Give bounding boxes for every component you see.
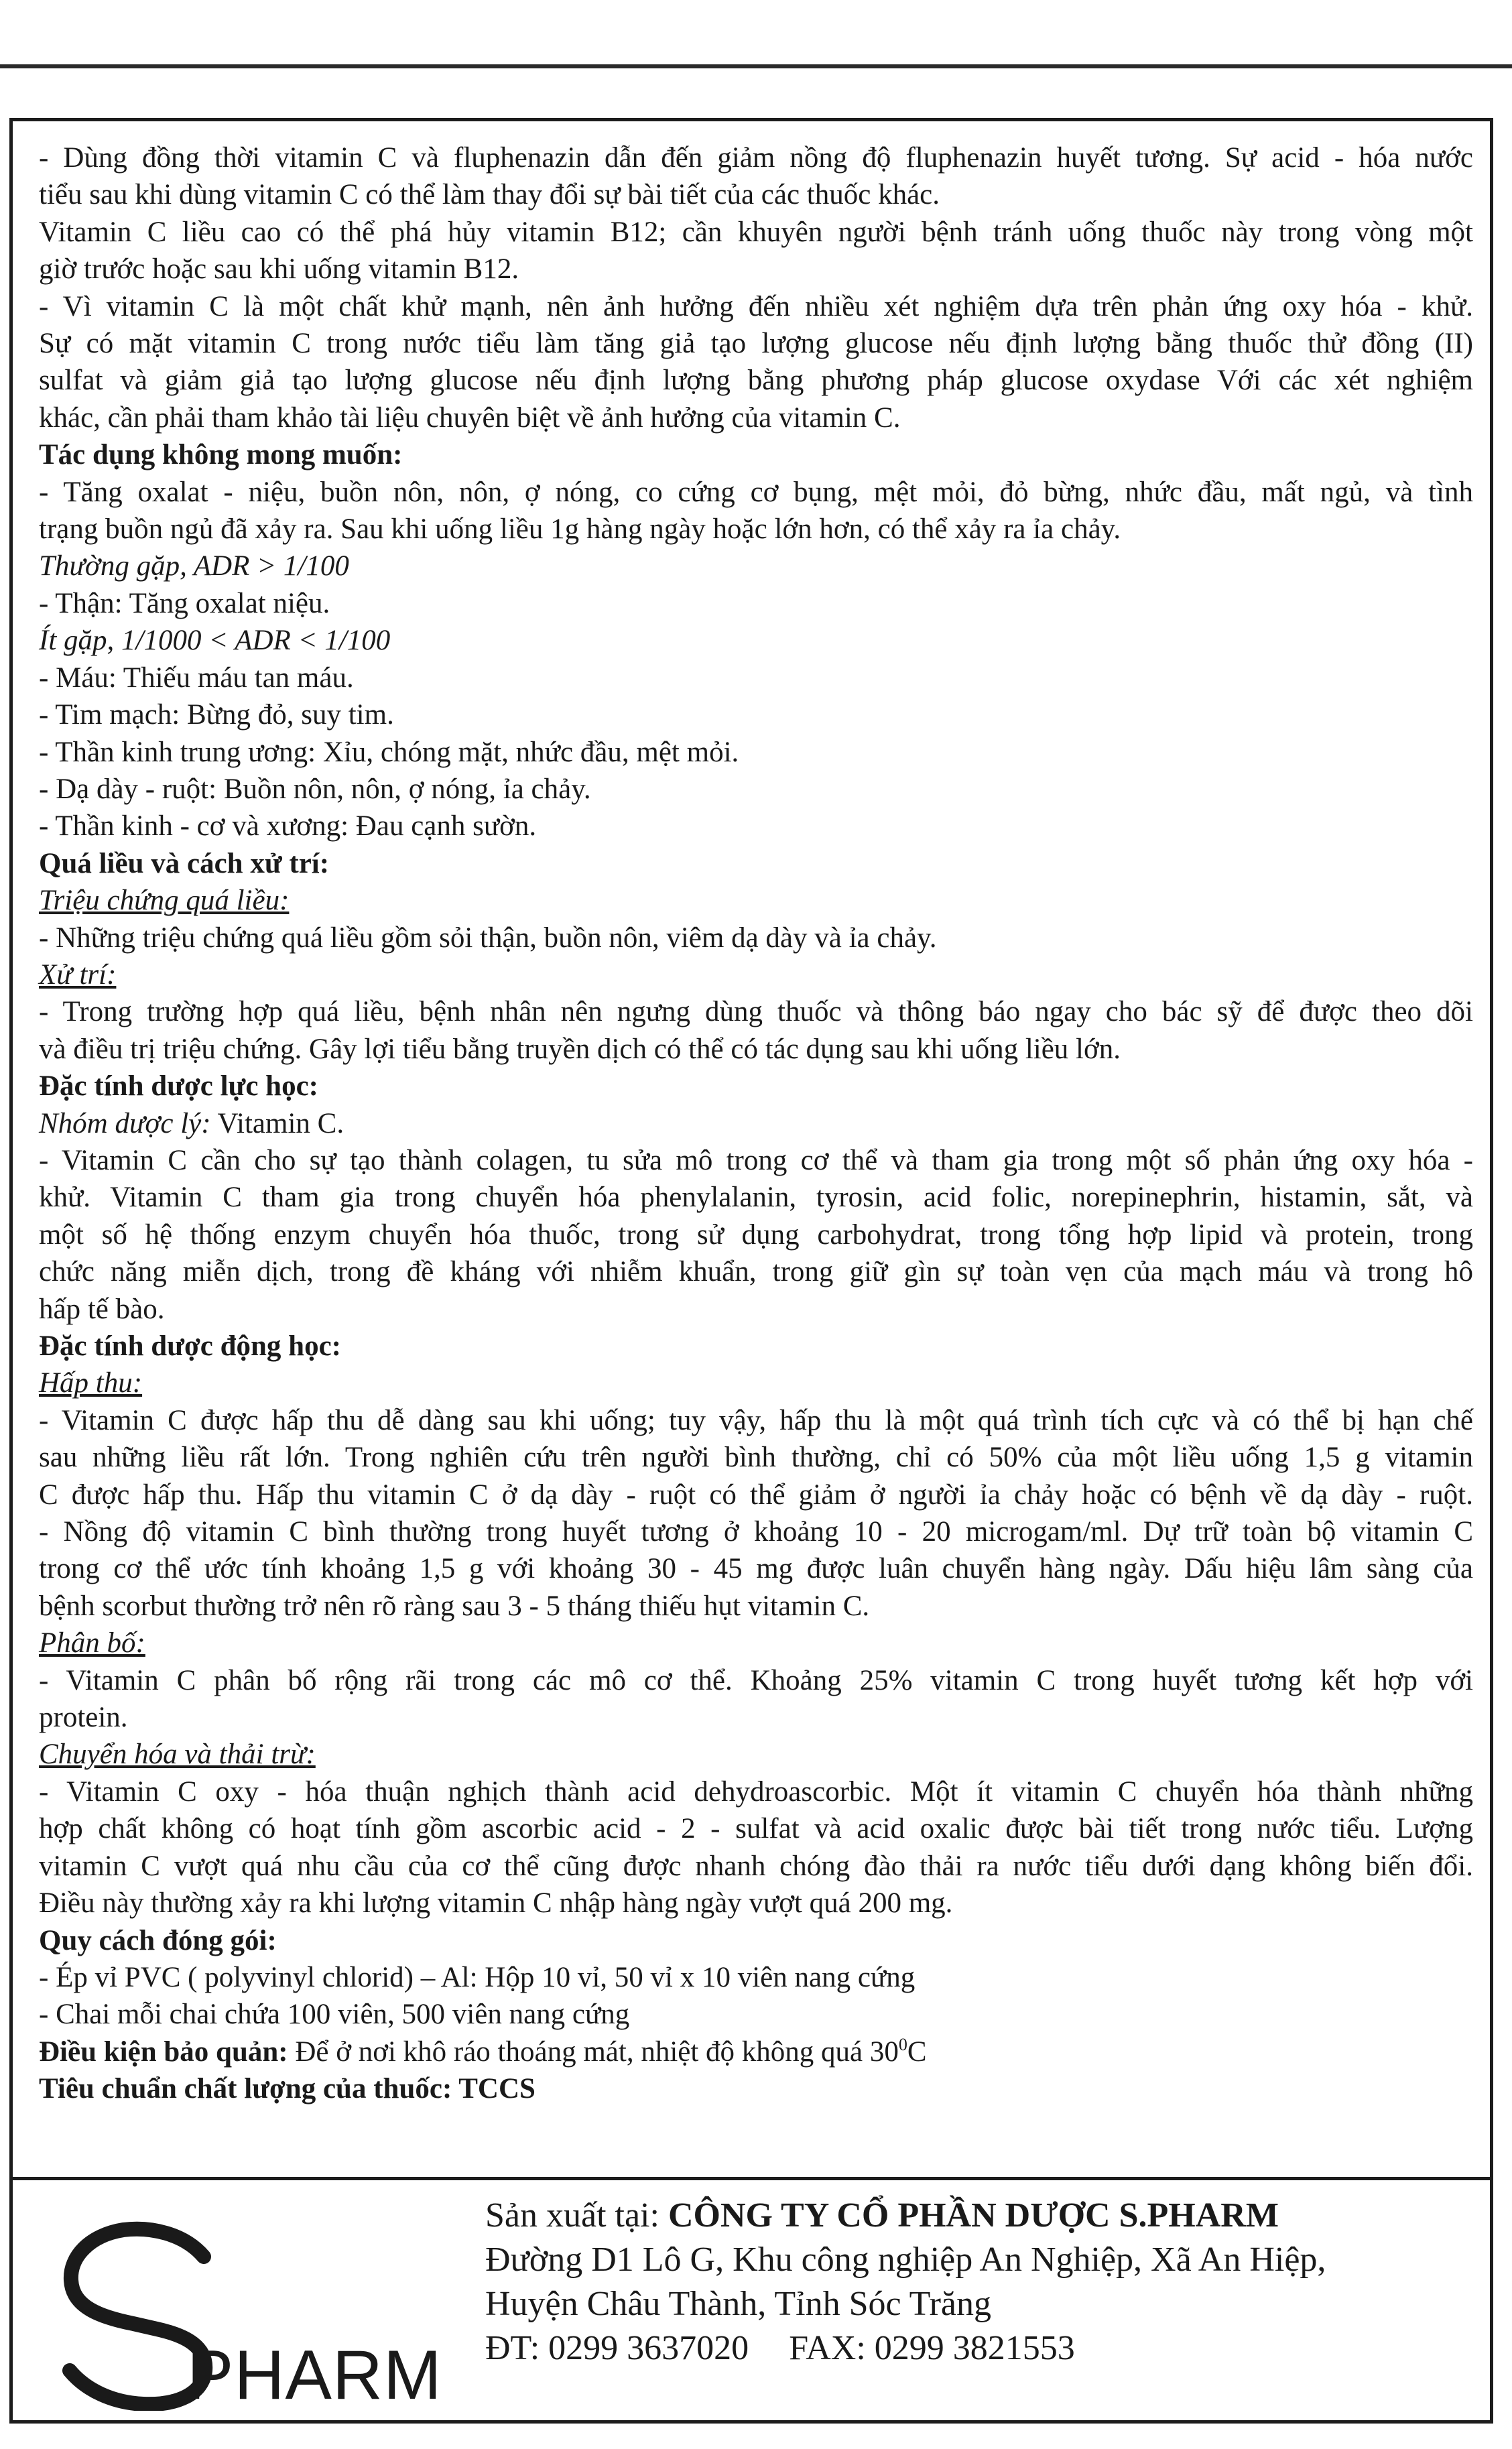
leaflet-body-text bbox=[39, 139, 1473, 2108]
body-line: Điều này thường xảy ra khi lượng vitamin C nhập hàng ngày vượt quá 200 mg. bbox=[39, 1887, 953, 1920]
body-line: - Những triệu chứng quá liều gồm sỏi thận, buồn nôn, viêm dạ dày và ỉa chảy. bbox=[39, 922, 937, 954]
body-line: - Thận: Tăng oxalat niệu. bbox=[39, 587, 330, 619]
body-line: Triệu chứng quá liều: bbox=[39, 885, 290, 917]
body-line: Phân bố: bbox=[39, 1627, 145, 1659]
body-line: sau những liều rất lớn. Trong nghiên cứu trên người bình thường, chỉ có 50% của một liều uống 1,5 g vitamin bbox=[39, 1442, 1473, 1474]
body-line: Đặc tính dược lực học: bbox=[39, 1070, 319, 1103]
body-line: Hấp thu: bbox=[39, 1367, 143, 1399]
degree-superscript: 0 bbox=[898, 2034, 907, 2054]
body-line: - Vitamin C cần cho sự tạo thành colagen, tu sửa mô trong cơ thể và tham gia trong một số phản ứng oxy hóa - bbox=[39, 1144, 1473, 1176]
body-line: - Vitamin C oxy - hóa thuận nghịch thành acid dehydroascorbic. Một ít vitamin C chuyển hóa thành những bbox=[39, 1775, 1473, 1808]
body-line: trạng buồn ngủ đã xảy ra. Sau khi uống liều 1g hàng ngày hoặc lớn hơn, có thể xảy ra ỉa chảy. bbox=[39, 513, 1121, 546]
line-bold-label: Điều kiện bảo quản: bbox=[39, 2035, 288, 2068]
body-line: Tác dụng không mong muốn: bbox=[39, 439, 403, 471]
body-line: - Vì vitamin C là một chất khử mạnh, nên ảnh hưởng đến nhiều xét nghiệm dựa trên phản ứng oxy hóa - khử. bbox=[39, 290, 1473, 322]
body-line: khác, cần phải tham khảo tài liệu chuyên biệt về ảnh hưởng của vitamin C. bbox=[39, 401, 901, 434]
body-line: tiểu sau khi dùng vitamin C có thể làm thay đổi sự bài tiết của các thuốc khác. bbox=[39, 179, 940, 211]
body-line: và điều trị triệu chứng. Gây lợi tiểu bằng truyền dịch có thể có tác dụng sau khi uống liều lớn. bbox=[39, 1033, 1121, 1065]
manufacturer-line bbox=[485, 2194, 1326, 2238]
body-line: - Tim mạch: Bừng đỏ, suy tim. bbox=[39, 699, 394, 731]
manufacturer-label: Sản xuất tại: bbox=[485, 2196, 668, 2235]
body-line: - Chai mỗi chai chứa 100 viên, 500 viên nang cứng bbox=[39, 1999, 630, 2031]
body-line: - Dùng đồng thời vitamin C và fluphenazin dẫn đến giảm nồng độ fluphenazin huyết tương. Sự acid - hóa nước bbox=[39, 142, 1473, 174]
body-line: Xử trí: bbox=[39, 958, 117, 991]
spharm-logo-wordmark: PHARM bbox=[187, 2336, 442, 2411]
body-line: Quy cách đóng gói: bbox=[39, 1924, 277, 1956]
phone-number: ĐT: 0299 3637020 bbox=[485, 2329, 749, 2367]
body-line: chức năng miễn dịch, trong đề kháng với nhiễm khuẩn, trong giữ gìn sự toàn vẹn của mạch máu và trong hô bbox=[39, 1256, 1473, 1288]
body-line: Tiêu chuẩn chất lượng của thuốc: TCCS bbox=[39, 2073, 536, 2105]
body-line: - Vitamin C được hấp thu dễ dàng sau khi uống; tuy vậy, hấp thu là một quá trình tích cực và có thể bị hạn chế bbox=[39, 1404, 1473, 1436]
body-line: - Trong trường hợp quá liều, bệnh nhân nên ngưng dùng thuốc và thông báo ngay cho bác sỹ để được theo dõi bbox=[39, 996, 1473, 1028]
body-line: - Nồng độ vitamin C bình thường trong huyết tương ở khoảng 10 - 20 microgam/ml. Dự trữ toàn bộ vitamin C bbox=[39, 1516, 1473, 1548]
body-line: Vitamin C liều cao có thể phá hủy vitamin B12; cần khuyên người bệnh tránh uống thuốc này trong vòng một bbox=[39, 216, 1473, 248]
body-line: bệnh scorbut thường trở nên rõ ràng sau 3 - 5 tháng thiếu hụt vitamin C. bbox=[39, 1590, 870, 1622]
body-line: Thường gặp, ADR > 1/100 bbox=[39, 550, 349, 582]
body-line: Đặc tính dược động học: bbox=[39, 1330, 341, 1362]
body-line bbox=[39, 1105, 1473, 1142]
body-line: - Tăng oxalat - niệu, buồn nôn, nôn, ợ nóng, co cứng cơ bụng, mệt mỏi, đỏ bừng, nhức đầu, mất ngủ, và tình bbox=[39, 476, 1473, 508]
body-line: Chuyển hóa và thải trừ: bbox=[39, 1739, 316, 1771]
body-line: - Máu: Thiếu máu tan máu. bbox=[39, 662, 354, 694]
body-line: - Ép vỉ PVC ( polyvinyl chlorid) – Al: Hộp 10 vỉ, 50 vỉ x 10 viên nang cứng bbox=[39, 1961, 916, 1993]
body-line: - Thần kinh trung ương: Xỉu, chóng mặt, nhức đầu, mệt mỏi. bbox=[39, 736, 739, 768]
line-text: Để ở nơi khô ráo thoáng mát, nhiệt độ không quá 30 bbox=[288, 2035, 899, 2068]
contact-line bbox=[485, 2326, 1326, 2371]
top-edge-rule bbox=[0, 64, 1512, 68]
body-line: protein. bbox=[39, 1702, 128, 1734]
body-line: - Thần kinh - cơ và xương: Đau cạnh sườn. bbox=[39, 810, 537, 842]
body-line: Quá liều và cách xử trí: bbox=[39, 847, 330, 879]
body-line: - Dạ dày - ruột: Buồn nôn, nôn, ợ nóng, ỉa chảy. bbox=[39, 773, 591, 805]
body-line: Ít gặp, 1/1000 < ADR < 1/100 bbox=[39, 625, 391, 657]
fax-number: FAX: 0299 3821553 bbox=[789, 2329, 1075, 2367]
address-line-1: Đường D1 Lô G, Khu công nghiệp An Nghiệp, Xã An Hiệp, bbox=[485, 2241, 1326, 2279]
body-line: một số hệ thống enzym chuyển hóa thuốc, trong sử dụng carbohydrat, trong tổng hợp lipid và protein, trong bbox=[39, 1218, 1473, 1251]
body-line: vitamin C vượt quá nhu cầu của cơ thể cũng được nhanh chóng đào thải ra nước tiểu dưới dạng không biến đổi. bbox=[39, 1850, 1473, 1882]
line-text: Vitamin C. bbox=[210, 1107, 344, 1139]
body-line: C được hấp thu. Hấp thu vitamin C ở dạ dày - ruột có thể giảm ở người ỉa chảy hoặc có bệnh về dạ dày - ruột. bbox=[39, 1479, 1473, 1511]
body-line: Sự có mặt vitamin C trong nước tiểu làm tăng giả tạo lượng glucose nếu định lượng bằng thuốc thử đồng (II) bbox=[39, 328, 1473, 360]
body-line: giờ trước hoặc sau khi uống vitamin B12. bbox=[39, 253, 519, 286]
address-line-2: Huyện Châu Thành, Tỉnh Sóc Trăng bbox=[485, 2285, 991, 2323]
body-line: hấp tế bào. bbox=[39, 1293, 165, 1325]
company-name: CÔNG TY CỔ PHẦN DƯỢC S.PHARM bbox=[668, 2196, 1279, 2235]
manufacturer-info bbox=[485, 2194, 1326, 2371]
body-line: khử. Vitamin C tham gia trong chuyển hóa phenylalanin, tyrosin, acid folic, norepinephrin, histamin, sắt, và bbox=[39, 1182, 1473, 1214]
body-line: hợp chất không có hoạt tính gồm ascorbic acid - 2 - sulfat và acid oxalic được bài tiết trong nước tiểu. Lượng bbox=[39, 1813, 1473, 1845]
body-line: sulfat và giảm giả tạo lượng glucose nếu định lượng bằng phương pháp glucose oxydase Với các xét nghiệm bbox=[39, 365, 1473, 397]
body-line: - Vitamin C phân bố rộng rãi trong các mô cơ thể. Khoảng 25% vitamin C trong huyết tương kết hợp với bbox=[39, 1664, 1473, 1696]
spharm-logo-s-mark bbox=[70, 2229, 205, 2404]
body-line: trong cơ thể ước tính khoảng 1,5 g với khoảng 30 - 45 mg được luân chuyển hàng ngày. Dấu hiệu lâm sàng của bbox=[39, 1553, 1473, 1585]
spharm-logo bbox=[50, 2210, 452, 2411]
unit-text: C bbox=[907, 2035, 927, 2068]
body-line bbox=[39, 2033, 1473, 2070]
line-italic-label: Nhóm dược lý: bbox=[39, 1107, 211, 1139]
manufacturer-footer bbox=[9, 2180, 1493, 2424]
